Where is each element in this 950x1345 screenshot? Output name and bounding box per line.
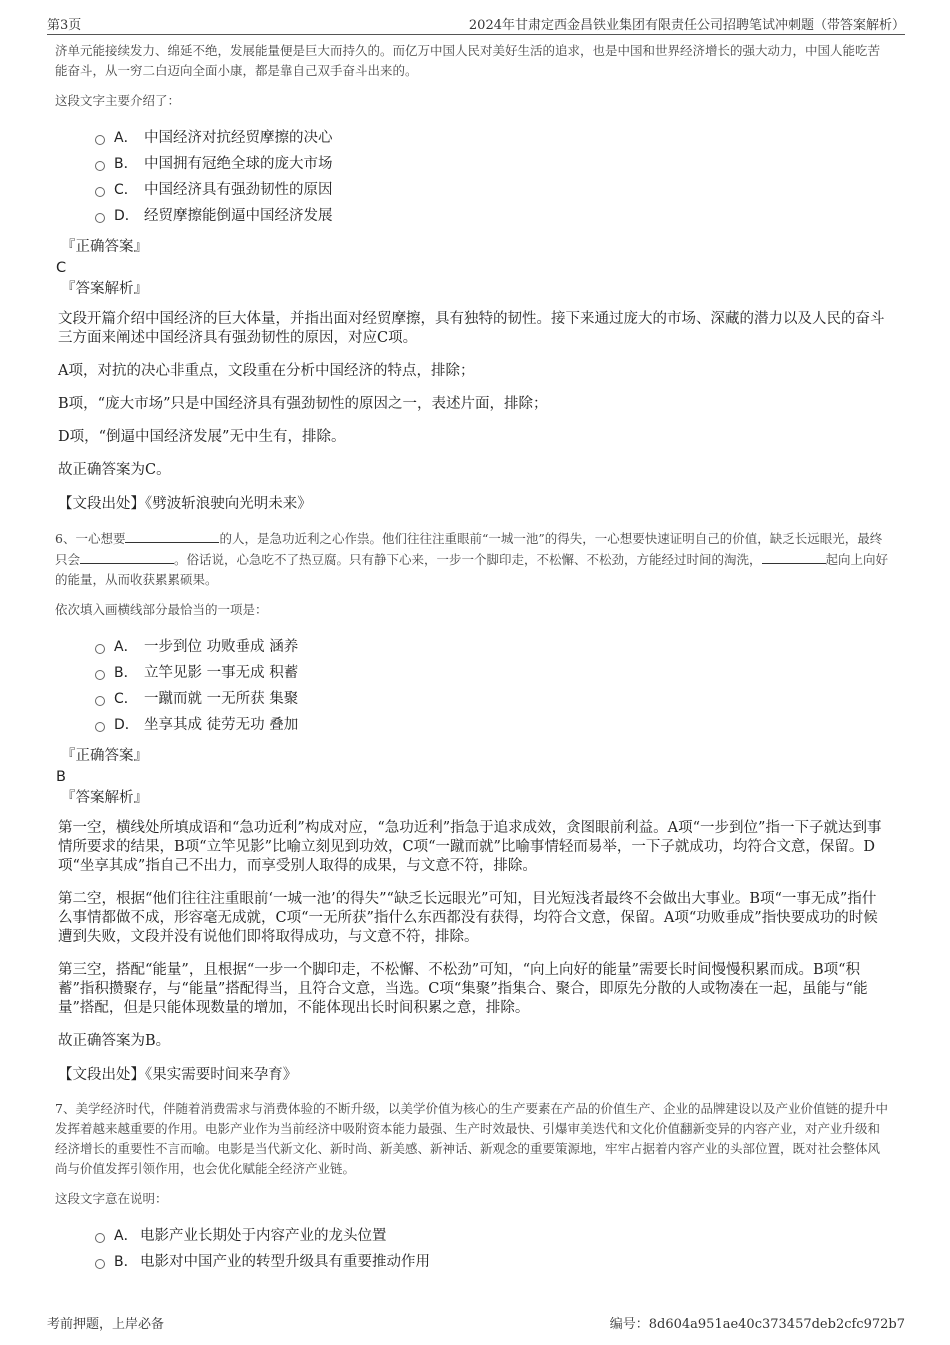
q5-analysis-1: 文段开篇介绍中国经济的巨大体量，并指出面对经贸摩擦，具有独特的韧性。接下来通过庞大的市场、深藏的潜力以及人民的奋斗三方面来阐述中国经济具有强劲韧性的原因，对应C项。 <box>58 311 885 346</box>
q5-answer: C <box>56 260 67 276</box>
page-number: 第3页 <box>47 18 82 33</box>
document-title: 2024年甘肃定西金昌铁业集团有限责任公司招聘笔试冲刺题（带答案解析） <box>468 18 905 33</box>
q5-source: 【文段出处】《劈波斩浪驶向光明未来》 <box>58 496 312 512</box>
q6-answer: B <box>56 769 66 785</box>
footer-serial: 编号：8d604a951ae40c373457deb2cfc972b7 <box>609 1317 905 1332</box>
q5-passage-tail: 济单元能接续发力、绵延不绝，发展能量便是巨大而持久的。而亿万中国人民对美好生活的追求，也是中国和世界经济增长的强大动力，中国人能吃苦能奋斗，从一穷二白迈向全面小康，都是靠自己双手奋斗出来的。 <box>55 43 881 78</box>
radio-icon[interactable] <box>95 187 105 197</box>
q5-option-b[interactable]: B． 中国拥有冠绝全球的庞大市场 <box>95 151 890 177</box>
q6-analysis-4: 故正确答案为B。 <box>58 1033 171 1049</box>
blank-line <box>80 549 174 564</box>
q5-option-c[interactable]: C． 中国经济具有强劲韧性的原因 <box>95 177 890 203</box>
radio-icon[interactable] <box>95 213 105 223</box>
q7-option-b[interactable]: B． 电影对中国产业的转型升级具有重要推动作用 <box>95 1249 890 1275</box>
radio-icon[interactable] <box>95 1233 105 1243</box>
q6-options <box>95 634 890 738</box>
q5-analysis-3: B项，“庞大市场”只是中国经济具有强劲韧性的原因之一，表述片面，排除； <box>58 396 548 412</box>
radio-icon[interactable] <box>95 1259 105 1269</box>
radio-icon[interactable] <box>95 696 105 706</box>
q6-analysis-2: 第二空，根据“他们往往注重眼前‘一城一池’的得失”“缺乏长远眼光”可知，目光短浅者最终不会做出大事业。B项“一事无成”指什么事情都做不成，形容毫无成就，C项“一无所获”指什么东西都没有获得，均符合文意，保留。A项“功败垂成”指快要成功的时候遭到失败，文段并没有说他们即将取得成功，与文意不符，排除。 <box>58 891 878 945</box>
radio-icon[interactable] <box>95 644 105 654</box>
q5-analysis-heading: 『答案解析』 <box>61 281 148 297</box>
q5-option-a[interactable]: A． 中国经济对抗经贸摩擦的决心 <box>95 125 890 151</box>
q5-answer-heading: 『正确答案』 <box>61 239 148 255</box>
q5-prompt: 这段文字主要介绍了： <box>55 93 181 108</box>
radio-icon[interactable] <box>95 670 105 680</box>
q6-option-d[interactable]: D． 坐享其成 徒劳无功 叠加 <box>95 712 890 738</box>
q6-stem: 6、一心想要 的人，是急功近利之心作祟。他们往往注重眼前“一城一池”的得失，一心想要快速证明自己的价值，缺乏长远眼光，最终只会 。俗话说，心急吃不了热豆腐。只有静下心来，一步一个脚印走，不松懈、不松劲，方能经过时间的淘洗， 起向上向好的能量，从而收获累累硕果。 <box>55 528 890 590</box>
q6-analysis-3: 第三空，搭配“能量”，且根据“一步一个脚印走，不松懈、不松劲”可知，“向上向好的能量”需要长时间慢慢积累而成。B项“积蓄”指积攒聚存，与“能量”搭配得当，且符合文意，当选。C项“集聚”指集合、聚合，即原先分散的人或物凑在一起，虽能与“能量”搭配，但是只能体现数量的增加，不能体现出长时间积累之意，排除。 <box>58 962 868 1016</box>
page-content <box>55 41 890 1275</box>
q6-source: 【文段出处】《果实需要时间来孕育》 <box>58 1067 298 1083</box>
q6-option-c[interactable]: C． 一蹴而就 一无所获 集聚 <box>95 686 890 712</box>
q5-option-d[interactable]: D． 经贸摩擦能倒逼中国经济发展 <box>95 203 890 229</box>
radio-icon[interactable] <box>95 135 105 145</box>
radio-icon[interactable] <box>95 161 105 171</box>
footer-slogan: 考前押题，上岸必备 <box>47 1317 165 1332</box>
q6-option-a[interactable]: A． 一步到位 功败垂成 涵养 <box>95 634 890 660</box>
page-header <box>47 12 905 35</box>
q5-analysis-2: A项，对抗的决心非重点，文段重在分析中国经济的特点，排除； <box>58 363 475 379</box>
q6-answer-heading: 『正确答案』 <box>61 748 148 764</box>
q5-options <box>95 125 890 229</box>
blank-line <box>762 549 826 564</box>
q7-options <box>95 1223 890 1275</box>
q7-stem: 7、美学经济时代，伴随着消费需求与消费体验的不断升级，以美学价值为核心的生产要素在产品的价值生产、企业的品牌建设以及产业价值链的提升中发挥着越来越重要的作用。电影产业作为当前经济中吸附资本能力最强、生产时效最快、引爆审美迭代和文化价值翻新变异的内容产业，对产业升级和经济增长的重要性不言而喻。电影是当代新文化、新时尚、新美感、新神话、新观念的重要策源地，牢牢占据着内容产业的头部位置，既对社会整体风尚与价值发挥引领作用，也会优化赋能全经济产业链。 <box>55 1101 888 1176</box>
q6-analysis-heading: 『答案解析』 <box>61 790 148 806</box>
q7-option-a[interactable]: A． 电影产业长期处于内容产业的龙头位置 <box>95 1223 890 1249</box>
q5-analysis-5: 故正确答案为C。 <box>58 462 171 478</box>
q6-prompt: 依次填入画横线部分最恰当的一项是： <box>55 602 268 617</box>
q5-analysis-4: D项，“倒逼中国经济发展”无中生有，排除。 <box>58 429 346 445</box>
blank-line <box>125 528 219 543</box>
q7-prompt: 这段文字意在说明： <box>55 1191 168 1206</box>
q6-option-b[interactable]: B． 立竿见影 一事无成 积蓄 <box>95 660 890 686</box>
q6-analysis-1: 第一空，横线处所填成语和“急功近利”构成对应，“急功近利”指急于追求成效，贪图眼前利益。A项“一步到位”指一下子就达到事情所要求的结果，B项“立竿见影”比喻立刻见到功效，C项“一蹴而就”比喻事情轻而易举，一下子就成功，均符合文意，保留。D项“坐享其成”指自己不出力，而享受别人取得的成果，与文意不符，排除。 <box>58 820 882 874</box>
radio-icon[interactable] <box>95 722 105 732</box>
